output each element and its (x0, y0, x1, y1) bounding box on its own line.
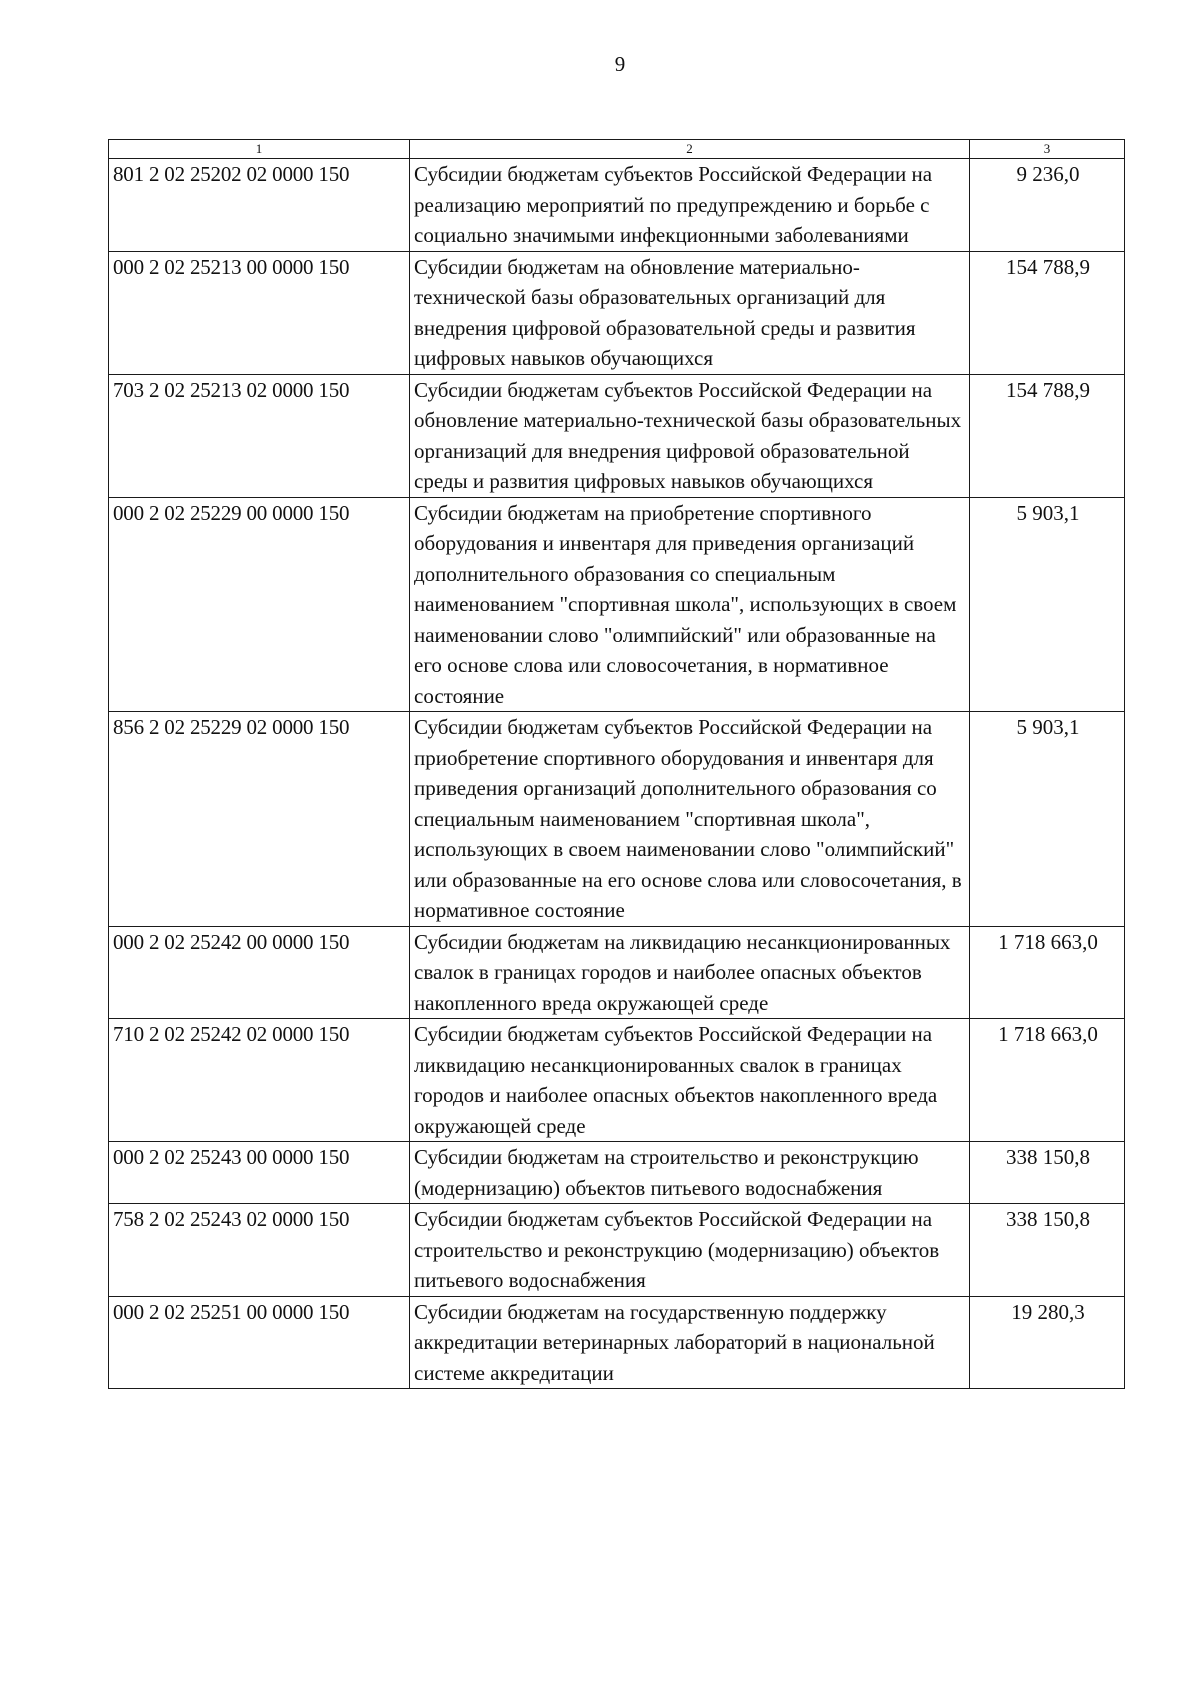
description-cell: Субсидии бюджетам субъектов Российской Федерации на ликвидацию несанкционированных свалок в границах городов и наиболее опасных объектов накопленного вреда окружающей среде (410, 1019, 970, 1142)
amount-cell: 5 903,1 (970, 712, 1125, 927)
budget-code-cell: 000 2 02 25242 00 0000 150 (109, 926, 410, 1019)
budget-code-cell: 703 2 02 25213 02 0000 150 (109, 374, 410, 497)
description-cell: Субсидии бюджетам на строительство и реконструкцию (модернизацию) объектов питьевого водоснабжения (410, 1142, 970, 1204)
table-row (109, 1296, 1125, 1389)
amount-cell: 5 903,1 (970, 497, 1125, 712)
description-cell: Субсидии бюджетам субъектов Российской Федерации на реализацию мероприятий по предупреждению и борьбе с социально значимыми инфекционными заболеваниями (410, 159, 970, 252)
budget-code-cell: 000 2 02 25229 00 0000 150 (109, 497, 410, 712)
description-cell: Субсидии бюджетам субъектов Российской Федерации на приобретение спортивного оборудования и инвентаря для приведения организаций дополнительного образования со специальным наименованием "спортивная школа", использующих в своем наименовании слово "олимпийский" или образованные на его основе слова или словосочетания, в нормативное состояние (410, 712, 970, 927)
amount-cell: 338 150,8 (970, 1204, 1125, 1297)
table-row (109, 374, 1125, 497)
column-number-3: 3 (970, 140, 1125, 159)
budget-code-cell: 000 2 02 25243 00 0000 150 (109, 1142, 410, 1204)
budget-code-cell: 000 2 02 25213 00 0000 150 (109, 251, 410, 374)
table-row (109, 926, 1125, 1019)
column-number-1: 1 (109, 140, 410, 159)
budget-code-cell: 000 2 02 25251 00 0000 150 (109, 1296, 410, 1389)
column-number-2: 2 (410, 140, 970, 159)
table-row (109, 1019, 1125, 1142)
budget-code-cell: 801 2 02 25202 02 0000 150 (109, 159, 410, 252)
budget-revenue-table (108, 139, 1125, 1389)
table-row (109, 712, 1125, 927)
table-row (109, 1204, 1125, 1297)
budget-code-cell: 758 2 02 25243 02 0000 150 (109, 1204, 410, 1297)
description-cell: Субсидии бюджетам на приобретение спортивного оборудования и инвентаря для приведения организаций дополнительного образования со специальным наименованием "спортивная школа", использующих в своем наименовании слово "олимпийский" или образованные на его основе слова или словосочетания, в нормативное состояние (410, 497, 970, 712)
table-row (109, 497, 1125, 712)
amount-cell: 9 236,0 (970, 159, 1125, 252)
amount-cell: 1 718 663,0 (970, 1019, 1125, 1142)
column-number-row (109, 140, 1125, 159)
table-row (109, 159, 1125, 252)
amount-cell: 154 788,9 (970, 374, 1125, 497)
description-cell: Субсидии бюджетам субъектов Российской Федерации на строительство и реконструкцию (модернизацию) объектов питьевого водоснабжения (410, 1204, 970, 1297)
budget-code-cell: 710 2 02 25242 02 0000 150 (109, 1019, 410, 1142)
amount-cell: 338 150,8 (970, 1142, 1125, 1204)
budget-code-cell: 856 2 02 25229 02 0000 150 (109, 712, 410, 927)
amount-cell: 154 788,9 (970, 251, 1125, 374)
description-cell: Субсидии бюджетам на обновление материально-технической базы образовательных организаций для внедрения цифровой образовательной среды и развития цифровых навыков обучающихся (410, 251, 970, 374)
amount-cell: 1 718 663,0 (970, 926, 1125, 1019)
table-row (109, 251, 1125, 374)
description-cell: Субсидии бюджетам на государственную поддержку аккредитации ветеринарных лабораторий в национальной системе аккредитации (410, 1296, 970, 1389)
description-cell: Субсидии бюджетам на ликвидацию несанкционированных свалок в границах городов и наиболее опасных объектов накопленного вреда окружающей среде (410, 926, 970, 1019)
table-row (109, 1142, 1125, 1204)
amount-cell: 19 280,3 (970, 1296, 1125, 1389)
description-cell: Субсидии бюджетам субъектов Российской Федерации на обновление материально-технической базы образовательных организаций для внедрения цифровой образовательной среды и развития цифровых навыков обучающихся (410, 374, 970, 497)
page-number: 9 (614, 52, 626, 76)
